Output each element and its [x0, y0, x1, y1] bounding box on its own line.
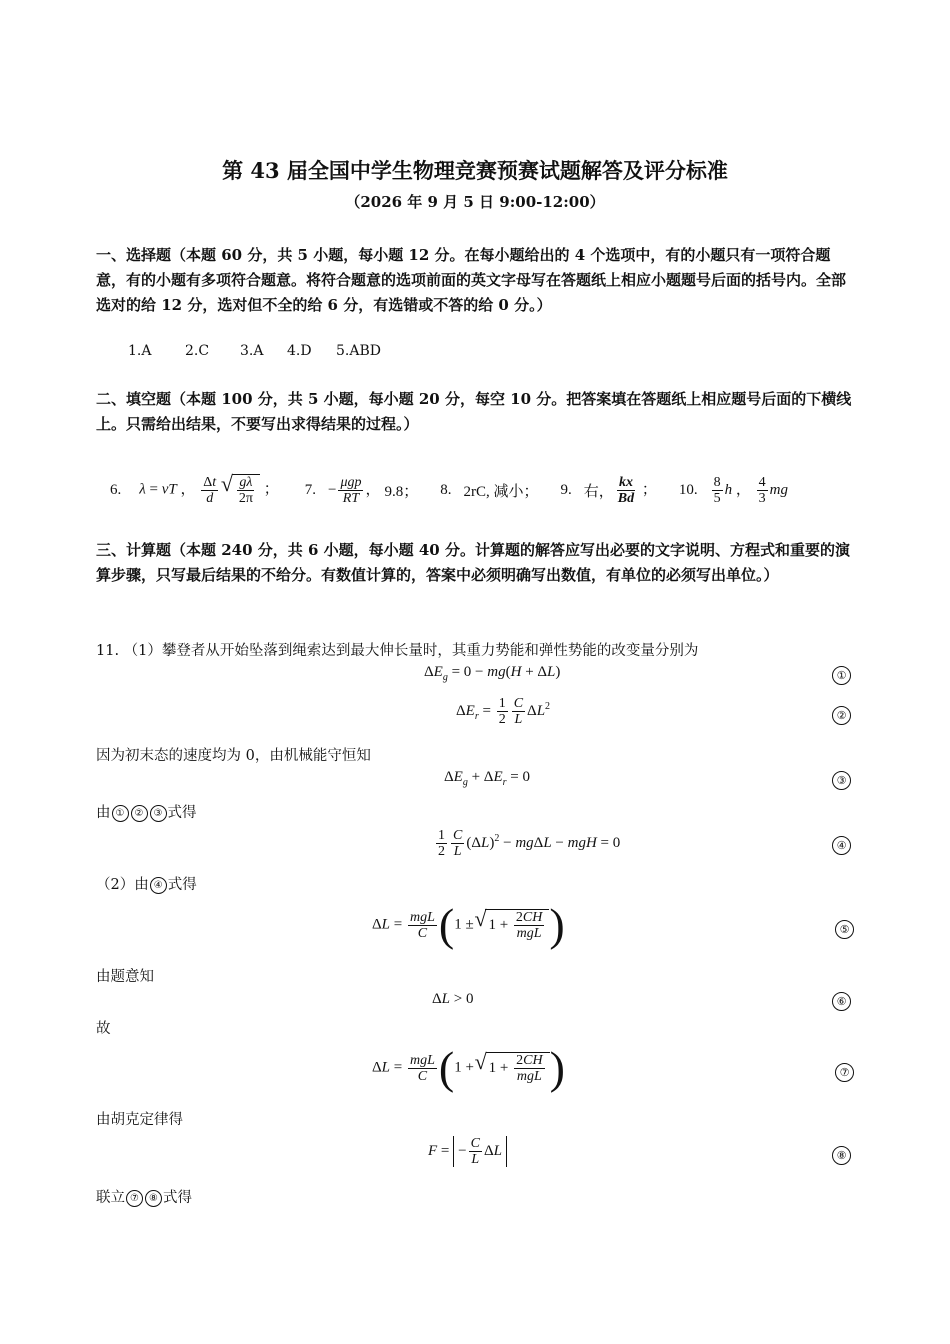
answer-3: 3.A [240, 343, 264, 359]
eq-marker-4: ④ [832, 836, 851, 855]
eq5: ΔL = $\frac{\text{mgL}}{C}$ (1 ± √ 1 + $\frac{2CH}{\text{mgL}}$ ) [372, 902, 565, 948]
answer-1: 1.A [128, 343, 152, 359]
q7-label: 7. [304, 481, 316, 498]
exam-date: （2026 年 9 月 5 日 9:00-12:00） [345, 193, 605, 211]
q8-label: 8. [440, 481, 452, 498]
eq-marker-5: ⑤ [835, 920, 854, 939]
q6-label: 6. [110, 481, 122, 498]
q9-answer-b: $\frac{kx}{Bd}$ ； [617, 474, 657, 506]
answer-5: 5.ABD [336, 343, 381, 359]
eq-marker-7: ⑦ [835, 1063, 854, 1082]
q9-answer-a: 右， [583, 483, 614, 500]
q6-answer: λ = vT ， $\frac{\Delta t}{d}$ √ $\frac{g\lambda}{2\pi}$ ； [139, 474, 278, 506]
eq-marker-3: ③ [832, 771, 851, 790]
section2-intro: 二、填空题（本题 100 分，共 5 小题，每小题 20 分，每空 10 分。把答案填在答题纸上相应题号后面的下横线上。只需给出结果，不要写出求得结果的过程。） [96, 390, 852, 433]
p11-text5: 由胡克定律得 [96, 1112, 183, 1128]
q9-label: 9. [560, 481, 572, 498]
eq-marker-2: ② [832, 706, 851, 725]
p11-text1: 因为初末态的速度均为 0，由机械能守恒知 [96, 748, 371, 764]
p11-part1: 11. （1）攀登者从开始坠落到绳索达到最大伸长量时，其重力势能和弹性势能的改变量分别为 [96, 643, 699, 659]
eq2: $\Delta E_r$ = $\frac{1}{2}$ $\frac{C}{L}$ $\Delta L^2$ [456, 696, 551, 727]
eq7: ΔL = $\frac{\text{mgL}}{C}$ (1 + √ 1 + $\frac{2CH}{\text{mgL}}$ ) [372, 1045, 565, 1091]
section3-intro: 三、计算题（本题 240 分，共 6 小题，每小题 40 分。计算题的解答应写出必要的文字说明、方程式和重要的演算步骤，只写最后结果的不给分。有数值计算的，答案中必须明确写出数值，有单位的必须写出单位。） [96, 541, 850, 584]
q10-label: 10. [678, 481, 698, 498]
eq-marker-1: ① [832, 666, 851, 685]
eq1: $\Delta E_g = 0 - mg(H + \Delta L)$ [424, 664, 561, 683]
eq6: ΔL > 0 [432, 991, 474, 1007]
p11-part2: （2）由 ④ 式得 [96, 877, 197, 893]
p11-text3: 由题意知 [96, 969, 154, 985]
q7-answer: − $\frac{\text{μgp}}{RT}$ ， [327, 474, 381, 506]
section1-intro: 一、选择题（本题 60 分，共 5 小题，每小题 12 分。在每小题给出的 4 个选项中，有的小题只有一项符合题意，有的小题有多项符合题意。将符合题意的选项前面的英文字母写在答题纸上相应小题题号后面的括号内。全部选对的给 12 分，选对但不全的给 6 分，有选错或不答的给 0 分。） [96, 246, 847, 314]
eq3: $\Delta E_g + \Delta E_r = 0$ [444, 769, 530, 788]
answer-4: 4.D [287, 343, 312, 359]
p11-text4: 故 [96, 1021, 111, 1037]
eq8: F = − $\frac{C}{L}$ ΔL [428, 1136, 507, 1167]
q7-answer-b: 9.8； [384, 483, 419, 500]
p11-text6: 联立 ⑦ ⑧ 式得 [96, 1190, 192, 1206]
answer-2: 2.C [185, 343, 210, 359]
eq-marker-8: ⑧ [832, 1146, 851, 1165]
eq4: $\frac{1}{2}$ $\frac{C}{L}$ $(\Delta L)^2 - mg\Delta L$ − mgH = 0 [438, 828, 621, 859]
fill-answers-row [110, 470, 788, 510]
q8-answer: 2rC, 减小； [463, 483, 539, 500]
page-title: 第 43 届全国中学生物理竞赛预赛试题解答及评分标准 [222, 158, 728, 183]
q10-answer: $\frac{8}{5}$ h ， $\frac{4}{3}$ mg [713, 474, 789, 506]
p11-text2: 由 ① ② ③ 式得 [96, 805, 197, 821]
eq-marker-6: ⑥ [832, 992, 851, 1011]
